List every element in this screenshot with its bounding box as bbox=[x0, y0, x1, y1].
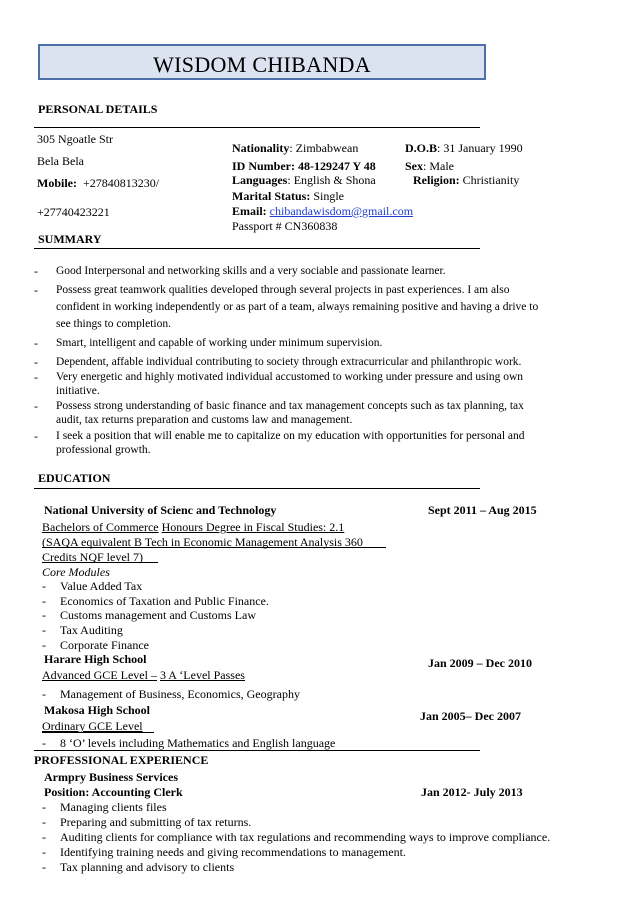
divider-education bbox=[34, 488, 480, 489]
experience-heading: PROFESSIONAL EXPERIENCE bbox=[34, 753, 209, 767]
module-bullet: - bbox=[42, 623, 46, 637]
religion-label: Religion: bbox=[413, 173, 460, 187]
nust-credits: Credits NQF level 7) bbox=[42, 550, 143, 564]
module-bullet: - bbox=[42, 608, 46, 622]
module-bullet: - bbox=[42, 579, 46, 593]
module-bullet: - bbox=[42, 594, 46, 608]
divider-summary bbox=[34, 248, 480, 249]
dob-line bbox=[405, 141, 523, 155]
dob-label: D.O.B bbox=[405, 141, 438, 155]
makosa-dates: Jan 2005– Dec 2007 bbox=[420, 709, 521, 723]
nust-degree-b: Honours Degree in Fiscal Studies: 2.1 bbox=[161, 520, 345, 534]
module-item: Corporate Finance bbox=[60, 638, 149, 652]
email-line bbox=[232, 204, 413, 218]
summary-bullet: - bbox=[34, 336, 38, 350]
duty-item: Preparing and submitting of tax returns. bbox=[60, 815, 252, 829]
module-bullet: - bbox=[42, 638, 46, 652]
summary-bullet: - bbox=[34, 283, 38, 297]
divider-experience bbox=[34, 750, 480, 751]
duty-item: Identifying training needs and giving recommendations to management. bbox=[60, 845, 406, 859]
summary-line: Good Interpersonal and networking skills and a very sociable and passionate learner. bbox=[56, 265, 446, 277]
nust-name: National University of Scienc and Technology bbox=[44, 503, 277, 517]
duty-bullet: - bbox=[42, 860, 46, 874]
nationality-label: Nationality bbox=[232, 141, 290, 155]
nationality-value: : Zimbabwean bbox=[289, 141, 359, 155]
mobile-label: Mobile: bbox=[37, 176, 77, 190]
duty-item: Auditing clients for compliance with tax regulations and recommending ways to improve compliance. bbox=[60, 830, 551, 844]
address-line-2: Bela Bela bbox=[37, 154, 84, 168]
company-name: Armpry Business Services bbox=[44, 770, 178, 784]
harare-subjects: Management of Business, Economics, Geography bbox=[60, 687, 300, 701]
duty-bullet: - bbox=[42, 845, 46, 859]
marital-label: Marital Status: bbox=[232, 189, 311, 203]
makosa-bullet: - bbox=[42, 736, 46, 750]
sex-label: Sex bbox=[405, 159, 423, 173]
passport-number: Passport # CN360838 bbox=[232, 219, 338, 233]
summary-heading: SUMMARY bbox=[38, 232, 102, 246]
religion-value: Christianity bbox=[462, 173, 520, 187]
id-number: ID Number: 48-129247 Y 48 bbox=[232, 159, 376, 173]
divider-personal bbox=[34, 127, 480, 128]
saqa-underline bbox=[42, 547, 386, 548]
summary-line: Very energetic and highly motivated individual accustomed to working under pressure and using own bbox=[56, 371, 524, 383]
candidate-name: WISDOM CHIBANDA bbox=[153, 52, 371, 77]
education-heading: EDUCATION bbox=[38, 471, 111, 485]
duty-bullet: - bbox=[42, 800, 46, 814]
summary-bullet: - bbox=[34, 355, 38, 369]
languages-line bbox=[232, 173, 376, 187]
summary-line: I seek a position that will enable me to capitalize on my education with opportunities for personal and bbox=[56, 430, 525, 442]
harare-name: Harare High School bbox=[44, 652, 147, 666]
summary-line: audit, tax returns preparation and customs law and management. bbox=[56, 414, 353, 426]
makosa-level-underline bbox=[42, 732, 154, 733]
email-link[interactable]: chibandawisdom@gmail.com bbox=[269, 204, 414, 218]
experience-dates: Jan 2012- July 2013 bbox=[421, 785, 523, 799]
summary-line: professional growth. bbox=[56, 444, 151, 456]
harare-level-a: Advanced GCE Level – bbox=[42, 668, 157, 682]
harare-level bbox=[42, 668, 245, 682]
nust-dates: Sept 2011 – Aug 2015 bbox=[428, 503, 537, 517]
email-label: Email: bbox=[232, 204, 267, 218]
summary-line: confident in working independently or as part of a team, always remaining positive and having a drive to bbox=[56, 301, 539, 313]
makosa-level: Ordinary GCE Level bbox=[42, 719, 143, 733]
makosa-name: Makosa High School bbox=[44, 703, 151, 717]
summary-bullet: - bbox=[34, 264, 38, 278]
nust-degree-a: Bachelors of Commerce bbox=[42, 520, 159, 534]
position-title: Position: Accounting Clerk bbox=[44, 785, 183, 799]
name-banner bbox=[38, 44, 486, 80]
summary-line: initiative. bbox=[56, 385, 100, 397]
credits-underline bbox=[42, 562, 158, 563]
summary-bullet: - bbox=[34, 399, 38, 413]
sex-value: : Male bbox=[423, 159, 454, 173]
summary-bullet: - bbox=[34, 429, 38, 443]
summary-bullet: - bbox=[34, 370, 38, 384]
module-item: Tax Auditing bbox=[60, 623, 123, 637]
harare-dates: Jan 2009 – Dec 2010 bbox=[428, 656, 532, 670]
nationality-line bbox=[232, 141, 358, 155]
duty-item: Tax planning and advisory to clients bbox=[60, 860, 235, 874]
mobile-line bbox=[37, 176, 159, 190]
duty-bullet: - bbox=[42, 815, 46, 829]
duty-bullet: - bbox=[42, 830, 46, 844]
mobile-number-1: +27840813230/ bbox=[83, 176, 160, 190]
module-item: Economics of Taxation and Public Finance. bbox=[60, 594, 269, 608]
summary-line: Smart, intelligent and capable of working under minimum supervision. bbox=[56, 337, 383, 349]
harare-level-b: 3 A ‘Level Passes bbox=[159, 668, 245, 682]
summary-line: Possess strong understanding of basic finance and tax management concepts such as tax planning, tax bbox=[56, 400, 524, 412]
sex-line bbox=[405, 159, 454, 173]
mobile-number-2: +27740423221 bbox=[37, 205, 110, 219]
nust-saqa: (SAQA equivalent B Tech in Economic Management Analysis 360 bbox=[42, 535, 363, 549]
core-modules-heading: Core Modules bbox=[42, 565, 110, 579]
languages-label: Languages bbox=[232, 173, 288, 187]
summary-line: Possess great teamwork qualities developed through several projects in past experiences. I am also bbox=[56, 284, 510, 296]
summary-line: Dependent, affable individual contributing to society through extracurricular and philanthropic work. bbox=[56, 356, 522, 368]
marital-line bbox=[232, 189, 344, 203]
personal-details-heading: PERSONAL DETAILS bbox=[38, 102, 158, 116]
marital-value: Single bbox=[313, 189, 344, 203]
module-item: Value Added Tax bbox=[60, 579, 143, 593]
duty-item: Managing clients files bbox=[60, 800, 167, 814]
nust-degree bbox=[42, 520, 344, 534]
languages-value: : English & Shona bbox=[287, 173, 376, 187]
makosa-subjects: 8 ‘O’ levels including Mathematics and English language bbox=[60, 736, 336, 750]
module-item: Customs management and Customs Law bbox=[60, 608, 256, 622]
religion-line bbox=[413, 173, 519, 187]
address-line-1: 305 Ngoatle Str bbox=[37, 132, 113, 146]
summary-line: see things to completion. bbox=[56, 318, 171, 330]
dob-value: : 31 January 1990 bbox=[437, 141, 523, 155]
harare-bullet: - bbox=[42, 687, 46, 701]
